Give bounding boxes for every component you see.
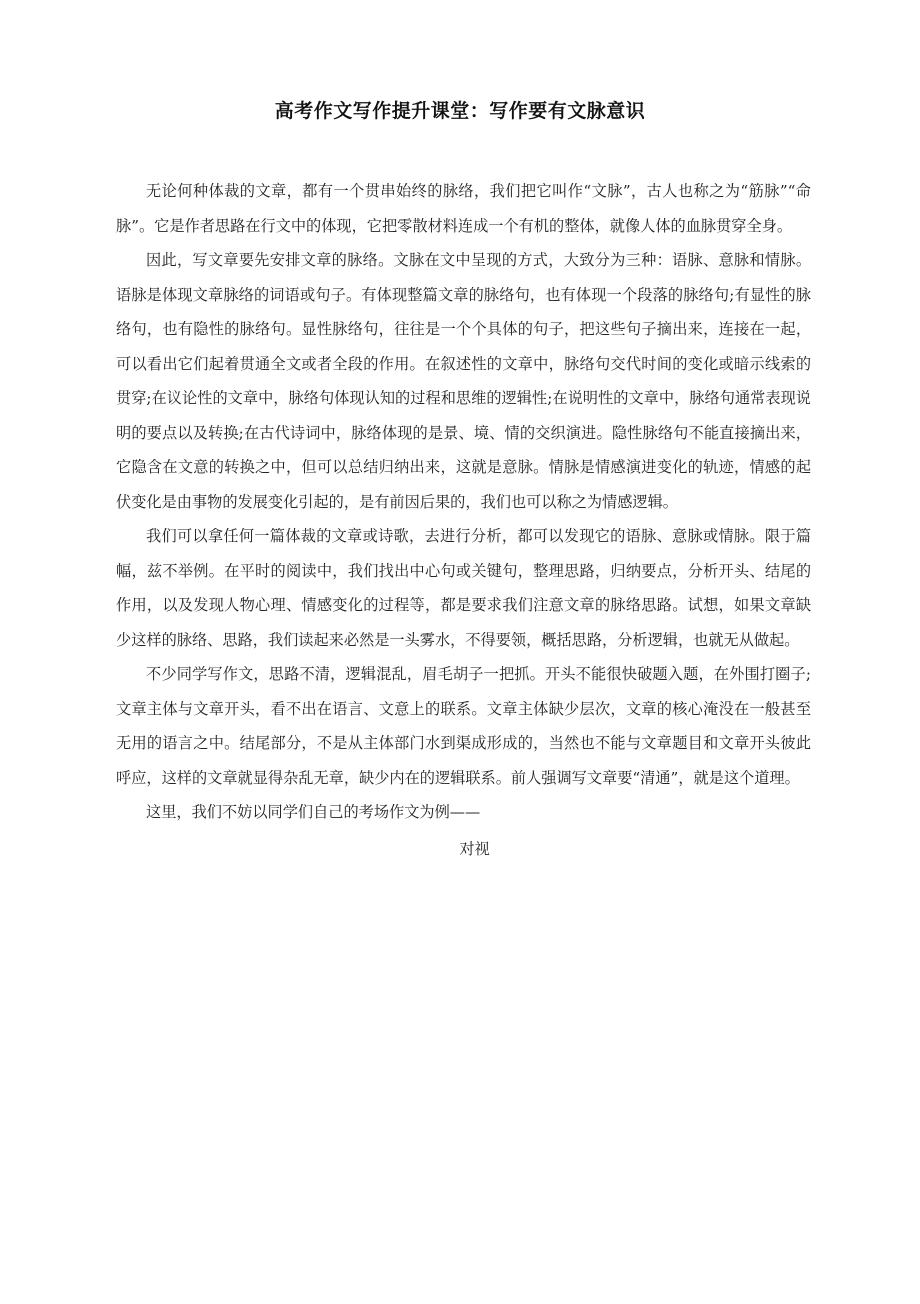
paragraph-4: 不少同学写作文，思路不清，逻辑混乱，眉毛胡子一把抓。开头不能很快破题入题，在外围打圈子;文章主体与文章开头，看不出在语言、文意上的联系。文章主体缺少层次，文章的核心淹没在一般甚至无用的语言之中。结尾部分，不是从主体部门水到渠成形成的，当然也不能与文章题目和文章开头彼此呼应，这样的文章就显得杂乱无章，缺少内在的逻辑联系。前人强调写文章要“清通”，就是这个道理。 [116, 665, 811, 787]
paragraph-3: 我们可以拿任何一篇体裁的文章或诗歌，去进行分析，都可以发现它的语脉、意脉或情脉。限于篇幅，兹不举例。在平时的阅读中，我们找出中心句或关键句，整理思路，归纳要点，分析开头、结尾的作用，以及发现人物心理、情感变化的过程等，都是要求我们注意文章的脉络思路。试想，如果文章缺少这样的脉络、思路，我们读起来必然是一头雾水，不得要领，概括思路，分析逻辑，也就无从做起。 [116, 527, 811, 649]
document-body [116, 174, 811, 866]
document-title: 高考作文写作提升课堂：写作要有文脉意识 [274, 100, 646, 122]
paragraph-1: 无论何种体裁的文章，都有一个贯串始终的脉络，我们把它叫作“文脉”，古人也称之为“筋脉”“命脉”。它是作者思路在行文中的体现，它把零散材料连成一个有机的整体，就像人体的血脉贯穿全身。 [116, 182, 811, 235]
essay-subheading: 对视 [459, 839, 490, 858]
paragraph-5: 这里，我们不妨以同学们自己的考场作文为例—— [146, 803, 481, 821]
paragraph-2: 因此，写文章要先安排文章的脉络。文脉在文中呈现的方式，大致分为三种：语脉、意脉和情脉。语脉是体现文章脉络的词语或句子。有体现整篇文章的脉络句，也有体现一个段落的脉络句;有显性的脉络句，也有隐性的脉络句。显性脉络句，往往是一个个具体的句子，把这些句子摘出来，连接在一起，可以看出它们起着贯通全文或者全段的作用。在叙述性的文章中，脉络句交代时间的变化或暗示线索的贯穿;在议论性的文章中，脉络句体现认知的过程和思维的逻辑性;在说明性的文章中，脉络句通常表现说明的要点以及转换;在古代诗词中，脉络体现的是景、境、情的交织演进。隐性脉络句不能直接摘出来，它隐含在文意的转换之中，但可以总结归纳出来，这就是意脉。情脉是情感演进变化的轨迹，情感的起伏变化是由事物的发展变化引起的，是有前因后果的，我们也可以称之为情感逻辑。 [116, 251, 811, 511]
